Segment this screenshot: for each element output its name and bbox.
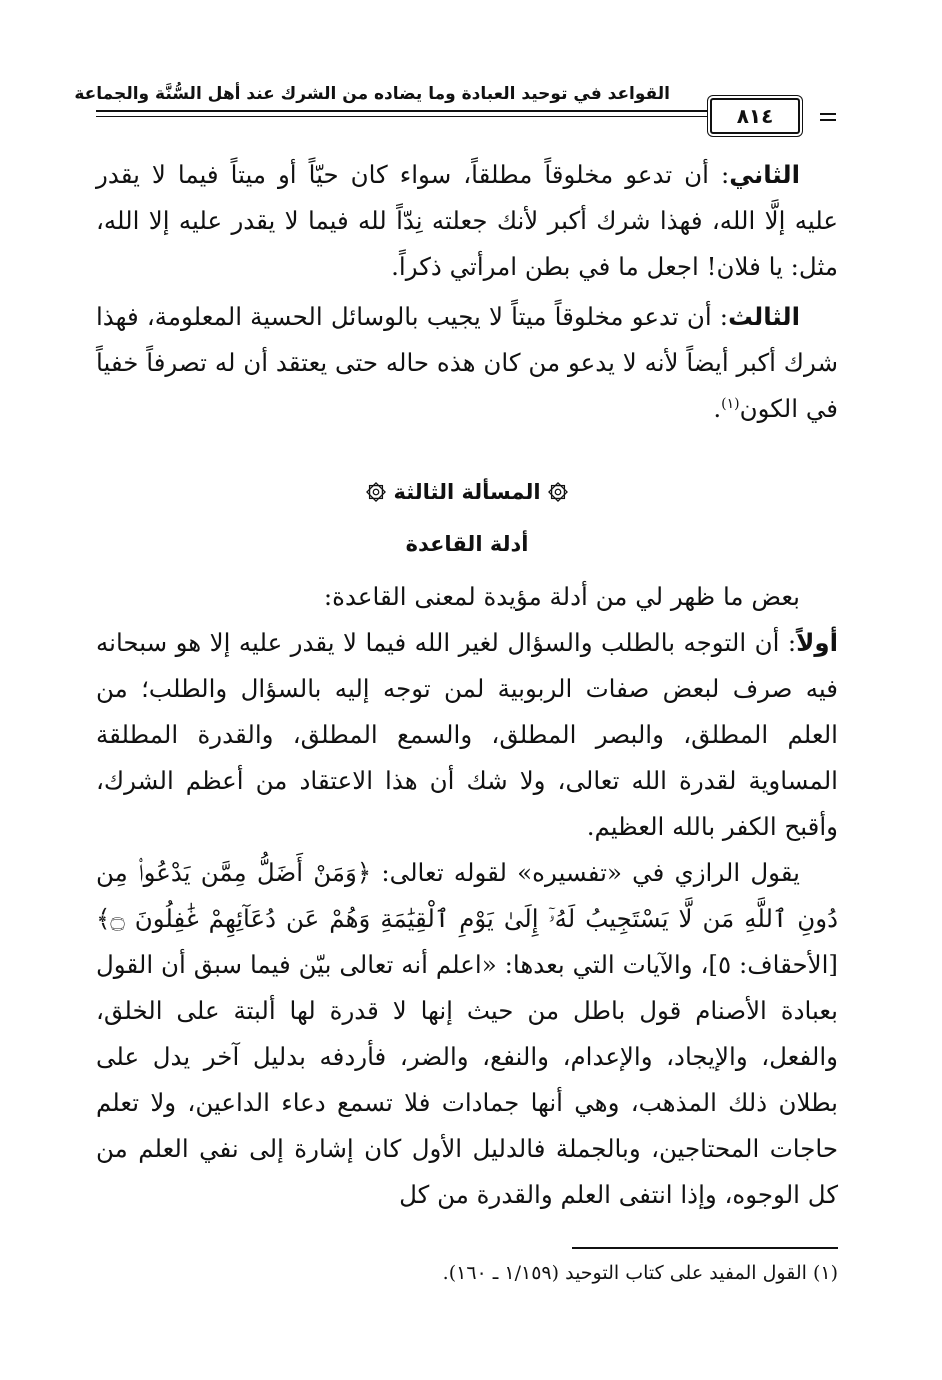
- section-title: [96, 476, 838, 508]
- header-rule-top: [96, 110, 708, 112]
- section-title-text: المسألة الثالثة: [393, 480, 541, 504]
- footnote-ref[interactable]: (١): [721, 395, 740, 412]
- paragraph-first: [96, 620, 838, 850]
- section-subtitle: أدلة القاعدة: [405, 532, 529, 556]
- razi-intro: يقول الرازي في «تفسيره» لقوله تعالى:: [381, 858, 800, 887]
- page-header: [74, 80, 840, 138]
- paragraph-text: : أن تدعو مخلوقاً ميتاً لا يجيب بالوسائل الحسية المعلومة، فهذا شرك أكبر أيضاً لأنه لا يدعو من كان هذه حاله حتى يعتقد أن له تصرفاً خفياً في الكون: [96, 302, 838, 423]
- quran-verse: ﴿وَمَنْ أَضَلُّ مِمَّن يَدْعُوا۟ مِن دُونِ ٱللَّهِ مَن لَّا يَسْتَجِيبُ لَهُۥٓ إِلَىٰ يَوْمِ ٱلْقِيَٰمَةِ وَهُمْ عَن دُعَآئِهِمْ غَٰفِلُونَ ۝﴾: [96, 858, 838, 933]
- intro-line: بعض ما ظهر لي من أدلة مؤيدة لمعنى القاعدة:: [323, 582, 800, 611]
- running-title: القواعد في توحيد العبادة وما يضاده من الشرك عند أهل السُّنَّة والجماعة: [74, 84, 670, 104]
- page-number-dash: [820, 119, 836, 121]
- period: .: [713, 394, 722, 423]
- term-third: الثالث: [728, 302, 800, 331]
- term-second: الثاني: [729, 160, 800, 189]
- paragraph-text: : أن تدعو مخلوقاً مطلقاً، سواء كان حيّاً أو ميتاً فيما لا يقدر عليه إلَّا الله، فهذا شرك أكبر لأنك جعلته نِدّاً لله فيما لا يقدر عليه إلا الله، مثل: يا فلان! اجعل ما في بطن امرأتي ذكراً.: [96, 160, 838, 281]
- main-text: [96, 152, 838, 1218]
- razi-quote: [الأحقاف: ٥]، والآيات التي بعدها: «اعلم أنه تعالى بيّن فيما سبق أن القول بعبادة الأصنام قول باطل من حيث إنها لا قدرة لها ألبتة على الخلق، والفعل، والإيجاد، والإعدام، والنفع، والضر، فأردفه بدليل آخر يدل على بطلان ذلك المذهب، وهي أنها جمادات فلا تسمع دعاء الداعين، ولا تعلم حاجات المحتاجين، وبالجملة فالدليل الأول كان إشارة إلى نفي العلم من كل الوجوه، وإذا انتفى العلم والقدرة من كل: [96, 950, 838, 1209]
- paragraph-razi: [96, 850, 838, 1218]
- paragraph-third: [96, 294, 838, 432]
- page-number-dash: [820, 113, 836, 115]
- ornament-icon: [365, 481, 387, 503]
- ornament-icon: [547, 481, 569, 503]
- footnote-divider: [572, 1247, 838, 1249]
- paragraph-second: [96, 152, 838, 290]
- term-first: أولاً: [796, 628, 838, 657]
- paragraph-text: : أن التوجه بالطلب والسؤال لغير الله فيما لا يقدر عليه إلا هو سبحانه فيه صرف لبعض صفات الربوبية لمن توجه إليه بالسؤال والطلب؛ من العلم المطلق، والبصر المطلق، والسمع المطلق، والقدرة المطلقة المساوية لقدرة الله تعالى، ولا شك أن هذا الاعتقاد من أعظم الشرك، وأقبح الكفر بالله العظيم.: [96, 628, 838, 841]
- footnote: (١) القول المفيد على كتاب التوحيد (١/١٥٩ ـ ١٦٠).: [442, 1262, 838, 1284]
- header-rule-bottom: [96, 116, 708, 117]
- page-number: ٨١٤: [710, 98, 800, 134]
